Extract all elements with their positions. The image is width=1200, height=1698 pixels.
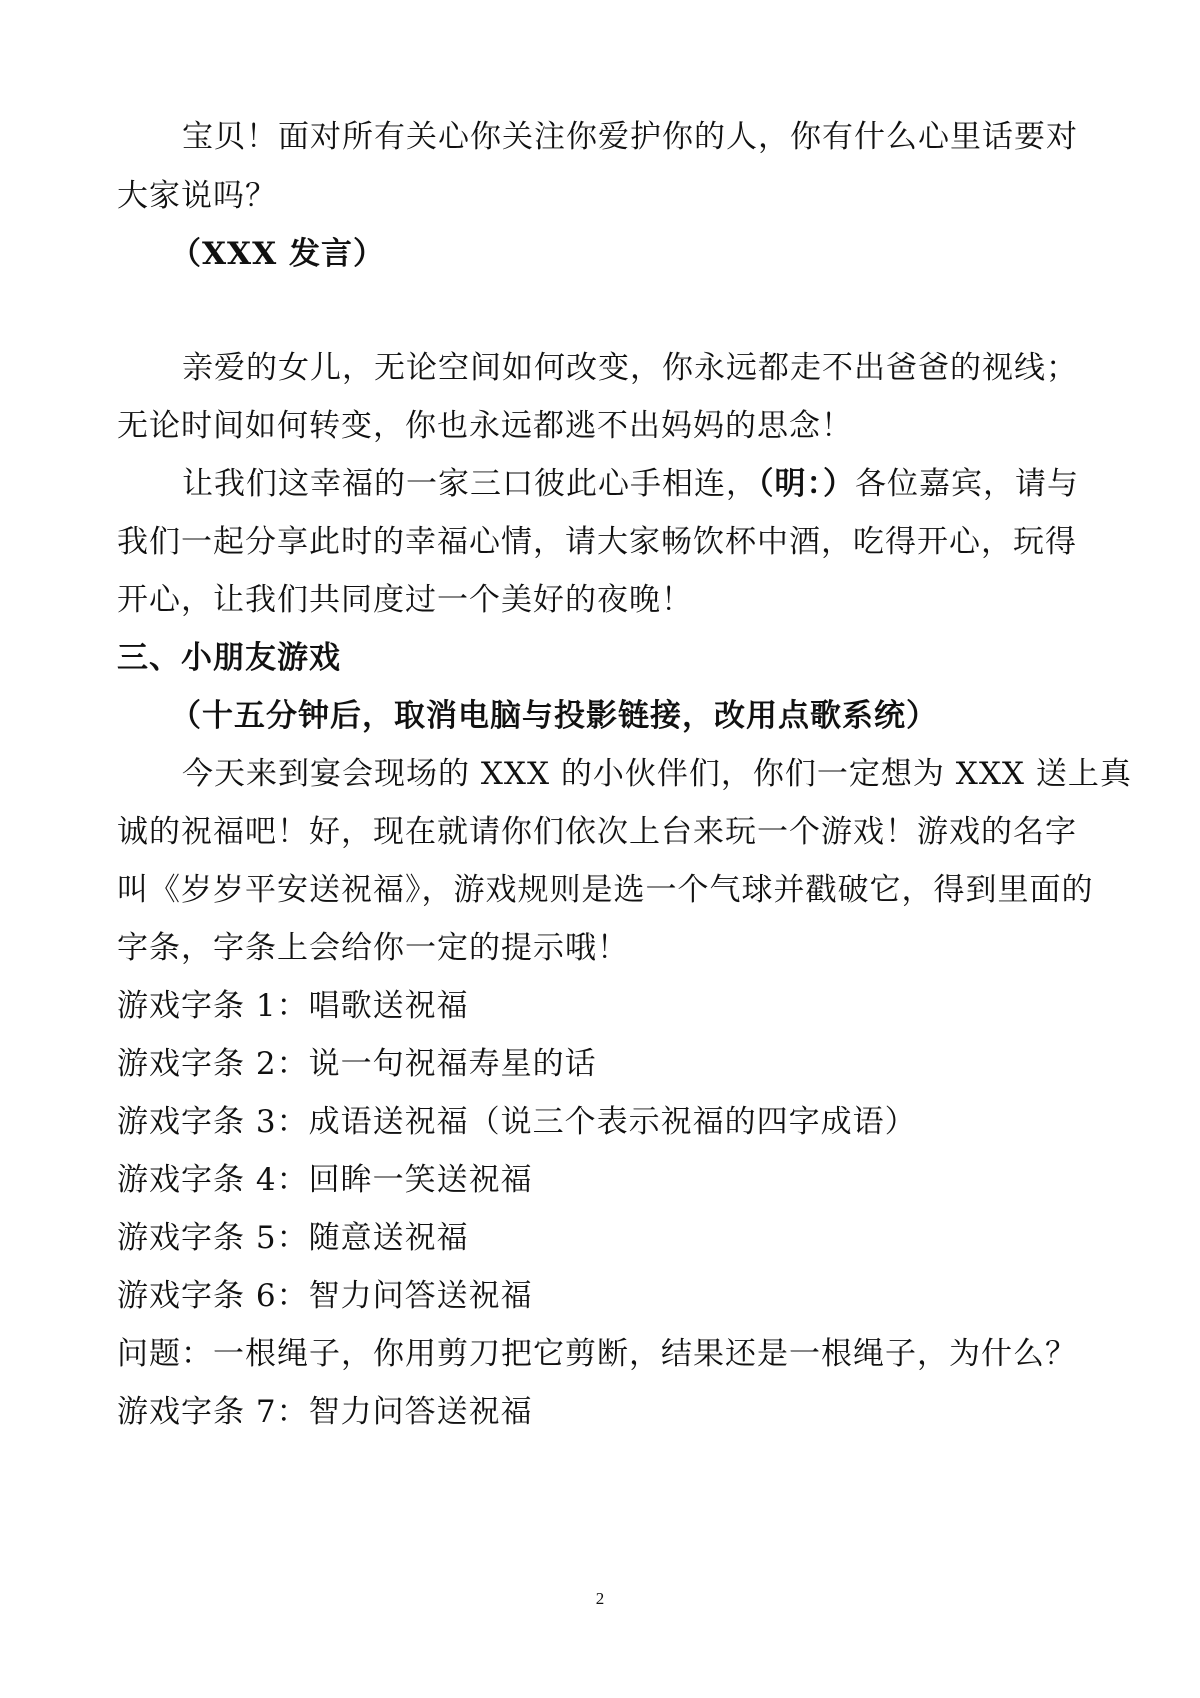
game-note: 游戏字条 3：成语送祝福（说三个表示祝福的四字成语）	[117, 1104, 917, 1140]
game-question: 问题：一根绳子，你用剪刀把它剪断，结果还是一根绳子，为什么？	[117, 1336, 1077, 1372]
paragraph-line: 无论时间如何转变，你也永远都逃不出妈妈的思念！	[117, 408, 853, 444]
paragraph-line: 今天来到宴会现场的 XXX 的小伙伴们，你们一定想为 XXX 送上真	[182, 756, 1132, 792]
game-note: 游戏字条 1：唱歌送祝福	[117, 988, 469, 1024]
paragraph-line: 诚的祝福吧！好，现在就请你们依次上台来玩一个游戏！游戏的名字	[117, 814, 1077, 850]
game-note: 游戏字条 4：回眸一笑送祝福	[117, 1162, 533, 1198]
speaker-tag: （明：）	[758, 466, 855, 502]
page-number: 2	[595, 1589, 605, 1608]
paragraph-text: 各位嘉宾，请与	[855, 466, 1079, 502]
paragraph-line: 叫《岁岁平安送祝福》，游戏规则是选一个气球并戳破它，得到里面的	[117, 872, 1094, 908]
paragraph-line: 大家说吗？	[117, 178, 277, 214]
speech-note: （XXX 发言）	[170, 236, 385, 272]
paragraph-line: 亲爱的女儿，无论空间如何改变，你永远都走不出爸爸的视线；	[182, 350, 1078, 386]
section-note: （十五分钟后，取消电脑与投影链接，改用点歌系统）	[170, 698, 938, 734]
game-note: 游戏字条 2：说一句祝福寿星的话	[117, 1046, 597, 1082]
paragraph-line: 字条，字条上会给你一定的提示哦！	[117, 930, 629, 966]
paragraph-text: 让我们这幸福的一家三口彼此心手相连，	[182, 466, 758, 502]
game-note: 游戏字条 7：智力问答送祝福	[117, 1394, 533, 1430]
paragraph-line: 开心，让我们共同度过一个美好的夜晚！	[117, 582, 693, 618]
game-note: 游戏字条 5：随意送祝福	[117, 1220, 469, 1256]
game-note: 游戏字条 6：智力问答送祝福	[117, 1278, 533, 1314]
paragraph-line: 宝贝！面对所有关心你关注你爱护你的人，你有什么心里话要对	[182, 119, 1078, 155]
paragraph-line-mixed	[182, 464, 1162, 504]
section-heading: 三、小朋友游戏	[117, 640, 341, 676]
paragraph-line: 我们一起分享此时的幸福心情，请大家畅饮杯中酒，吃得开心，玩得	[117, 524, 1077, 560]
